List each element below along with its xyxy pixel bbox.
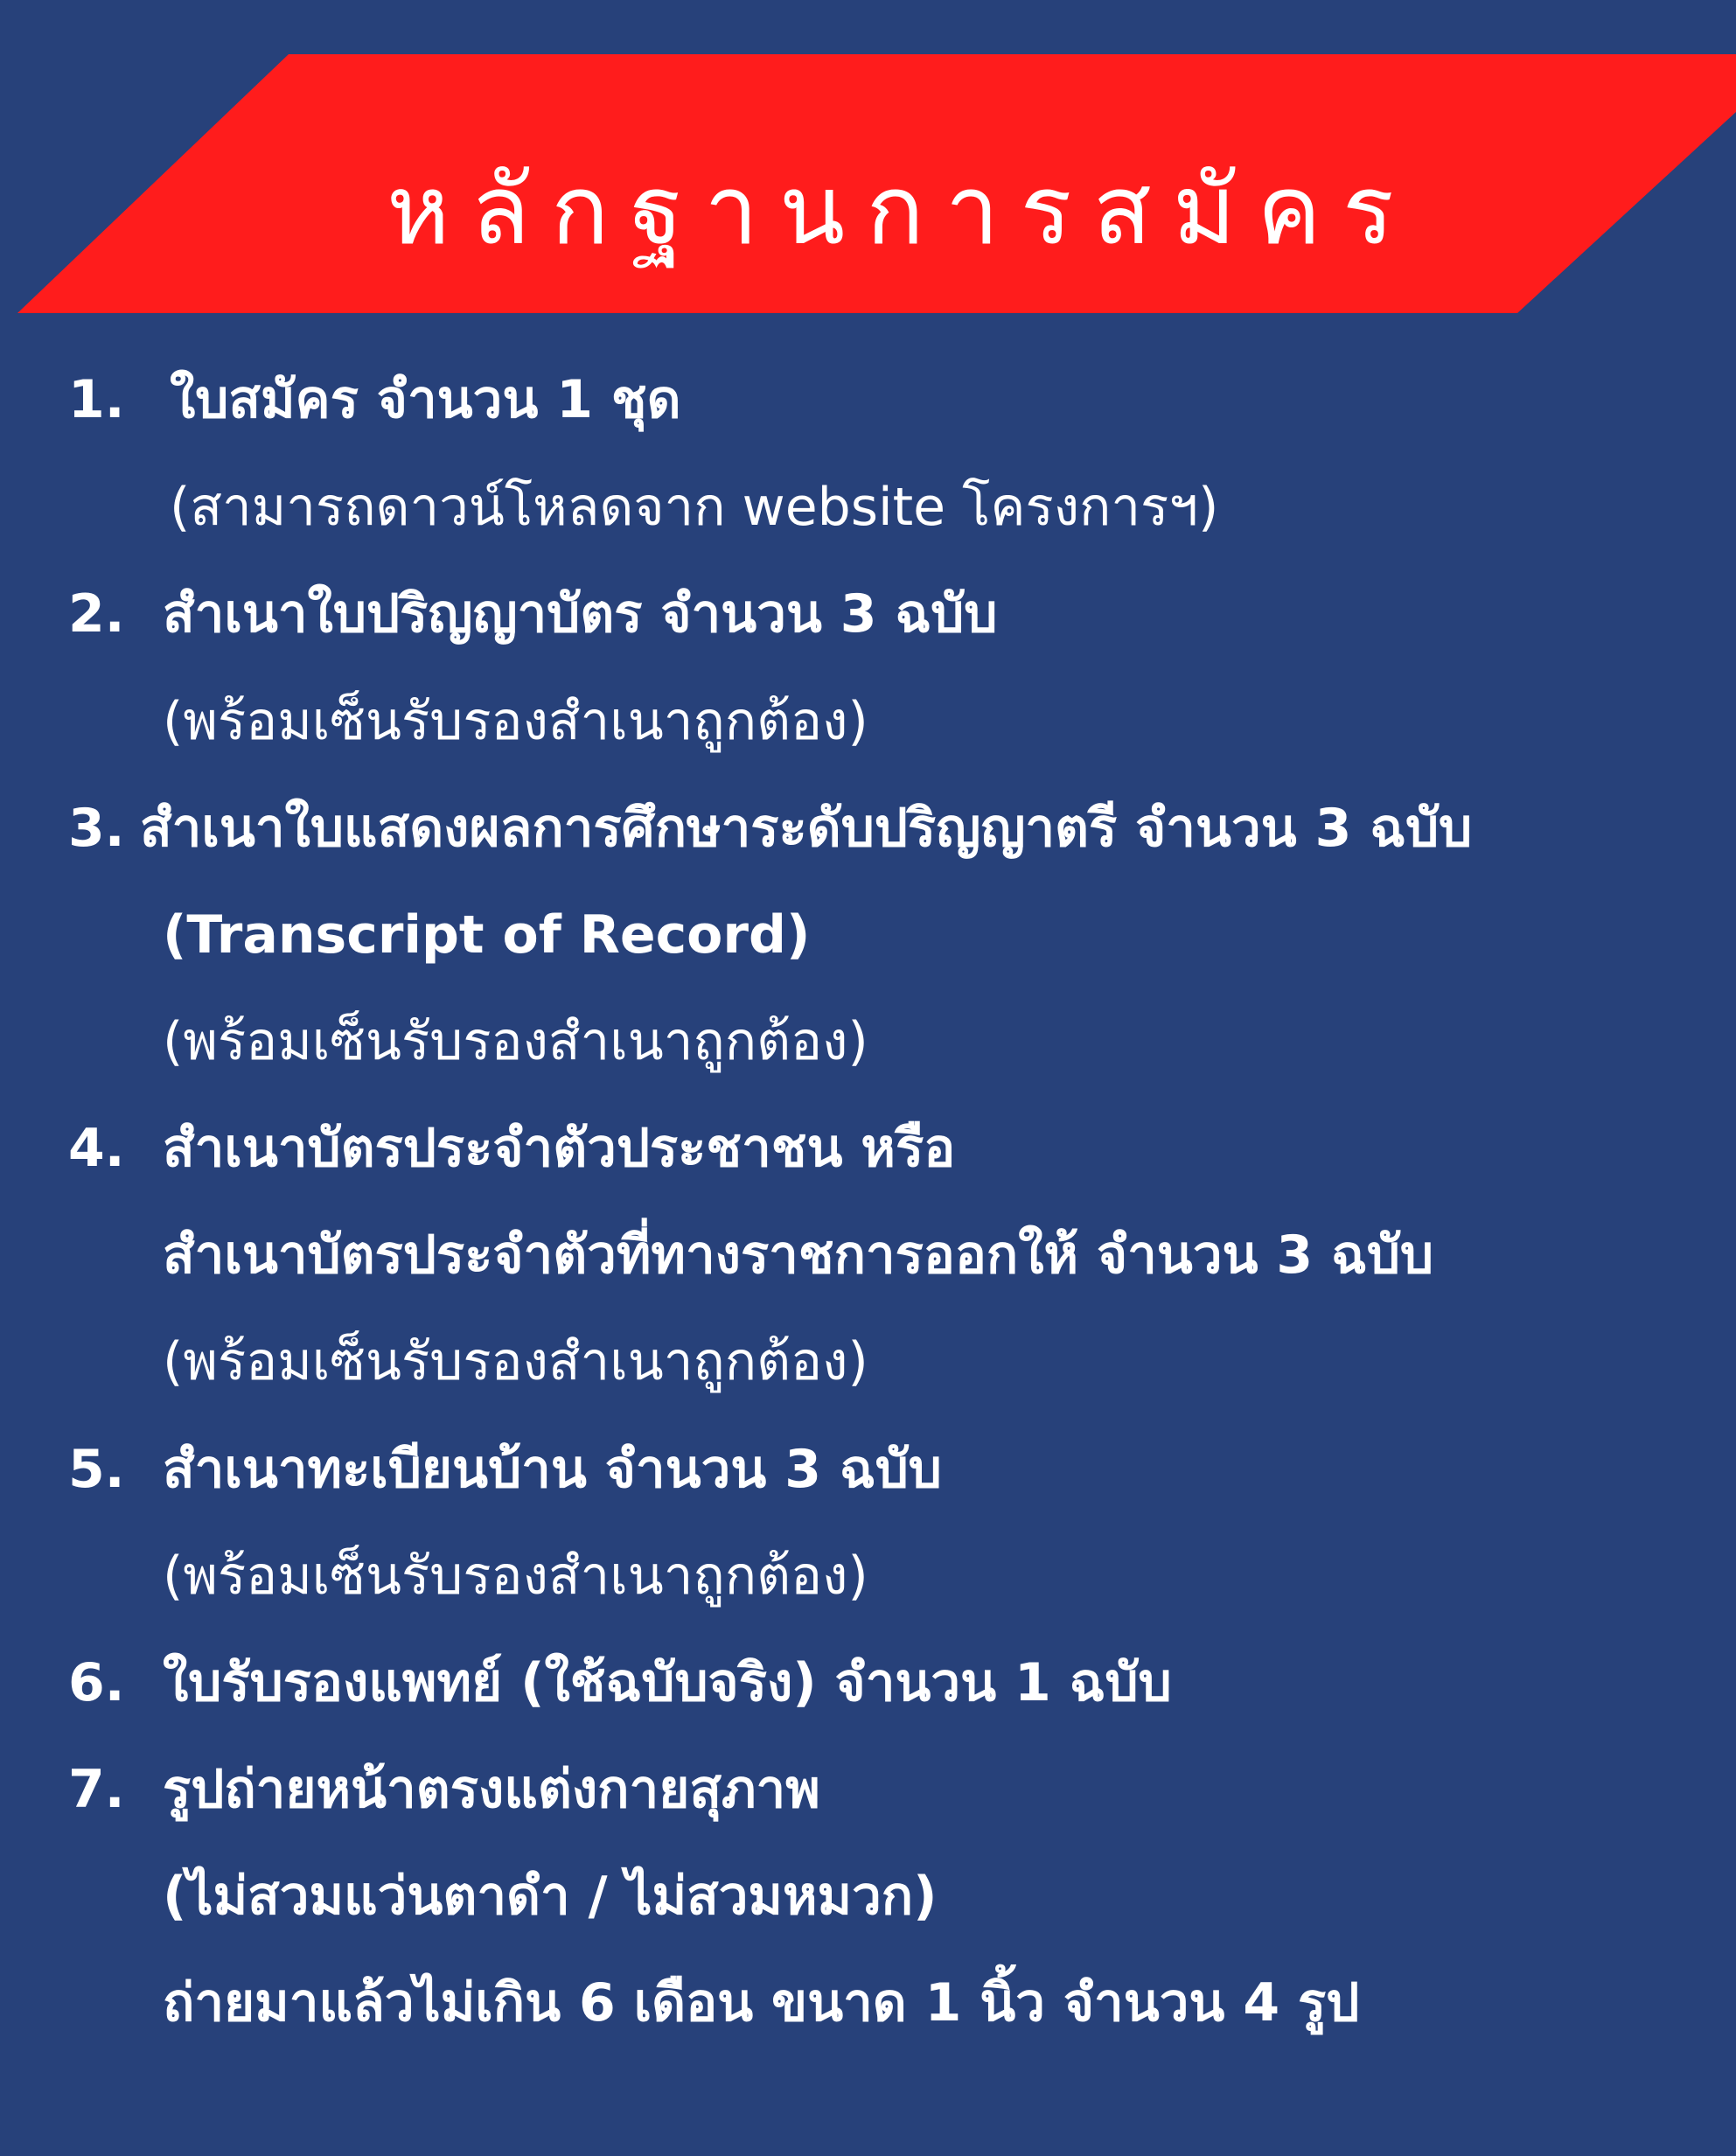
item-4-line-3: (พร้อมเซ็นรับรองสำเนาถูกต้อง) [163, 1331, 868, 1392]
item-2-number: 2. [68, 583, 125, 645]
item-2-line-2: (พร้อมเซ็นรับรองสำเนาถูกต้อง) [163, 691, 868, 752]
item-6-number: 6. [68, 1652, 125, 1713]
item-3-number: 3. [68, 798, 125, 859]
item-7-line-2: (ไม่สวมแว่นตาดำ / ไม่สวมหมวก) [163, 1866, 938, 1927]
item-5-line-1: สำเนาทะเบียนบ้าน จำนวน 3 ฉบับ [163, 1439, 942, 1500]
item-7-line-1: รูปถ่ายหน้าตรงแต่งกายสุภาพ [163, 1759, 820, 1820]
title-banner [0, 0, 1736, 332]
item-6-line-1: ใบรับรองแพทย์ (ใช้ฉบับจริง) จำนวน 1 ฉบับ [163, 1652, 1172, 1713]
item-7-line-3: ถ่ายมาแล้วไม่เกิน 6 เดือน ขนาด 1 นิ้ว จำนวน 4 รูป [163, 1972, 1360, 2034]
item-5-line-2: (พร้อมเซ็นรับรองสำเนาถูกต้อง) [163, 1545, 868, 1607]
item-3-line-2: (Transcript of Record) [163, 904, 811, 966]
item-3-line-3: (พร้อมเซ็นรับรองสำเนาถูกต้อง) [163, 1011, 868, 1072]
item-4-number: 4. [68, 1118, 125, 1179]
page-title: หลักฐานการสมัคร [387, 154, 1415, 266]
item-1-number: 1. [68, 369, 125, 430]
item-1-line-2: (สามารถดาวน์โหลดจาก website โครงการฯ) [170, 477, 1219, 538]
item-4-line-2: สำเนาบัตรประจำตัวที่ทางราชการออกให้ จำนวน 3 ฉบับ [163, 1225, 1434, 1286]
item-2-line-1: สำเนาใบปริญญาบัตร จำนวน 3 ฉบับ [163, 583, 998, 645]
item-1-line-1: ใบสมัคร จำนวน 1 ชุด [170, 369, 681, 430]
item-5-number: 5. [68, 1439, 125, 1500]
item-3-line-1: สำเนาใบแสดงผลการศึกษาระดับปริญญาตรี จำนวน 3 ฉบับ [140, 798, 1473, 859]
item-7-number: 7. [68, 1759, 125, 1820]
item-4-line-1: สำเนาบัตรประจำตัวประชาชน หรือ [163, 1118, 956, 1179]
